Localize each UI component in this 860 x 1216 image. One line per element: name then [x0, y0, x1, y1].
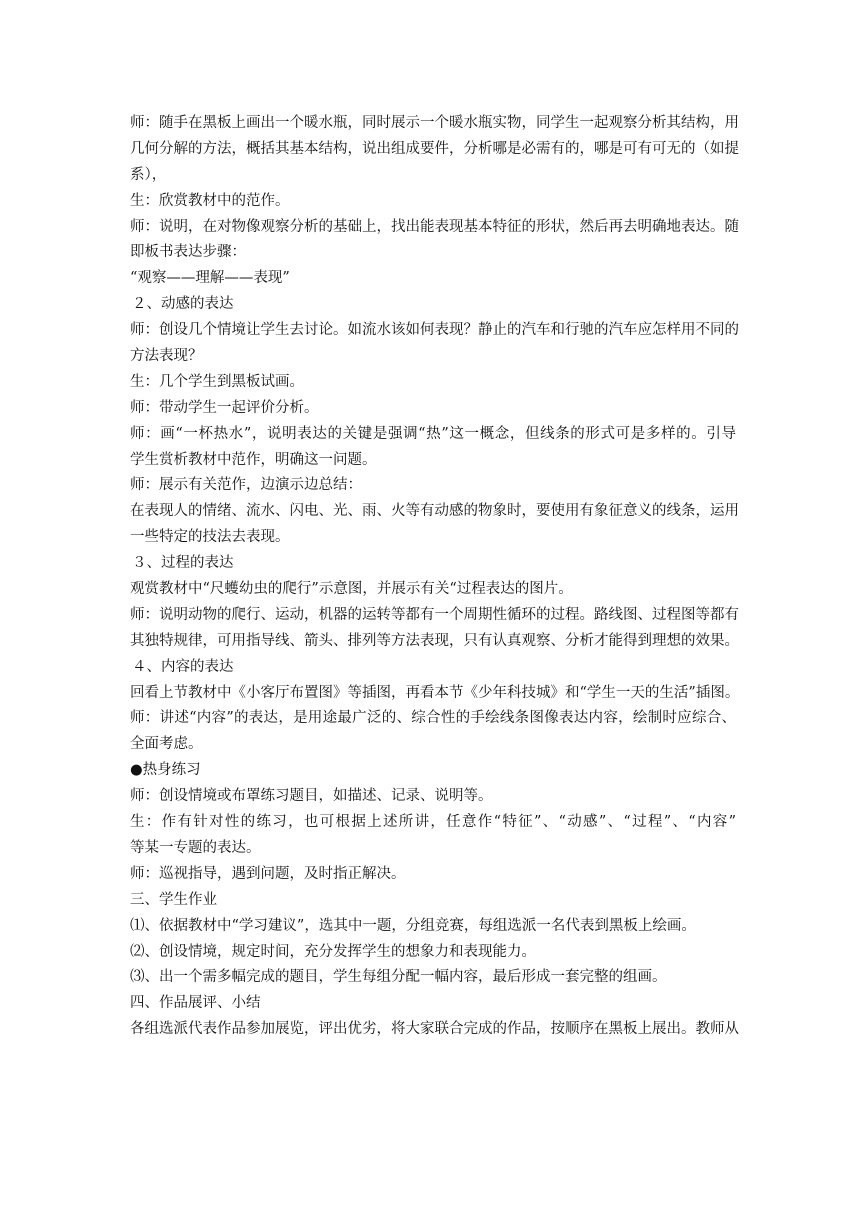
- text-line: 等某一专题的表达。: [130, 839, 261, 856]
- text-line: 即板书表达步骤：: [130, 244, 246, 261]
- text-line: 师：讲述“内容”的表达，是用途最广泛的、综合性的手绘线条图像表达内容，绘制时应综合、: [130, 710, 736, 727]
- text-line: 师：随手在黑板上画出一个暖水瓶，同时展示一个暖水瓶实物，同学生一起观察分析其结构，用: [130, 115, 739, 131]
- text-line: 生：几个学生到黑板试画。: [130, 373, 304, 390]
- text-line: 一些特定的技法去表现。: [130, 529, 290, 546]
- text-line: 师：创设情境或布罩练习题目，如描述、记录、说明等。: [130, 788, 493, 805]
- text-line: 回看上节教材中《小客厅布置图》等插图，再看本节《少年科技城》和“学生一天的生活”插图。: [130, 684, 740, 701]
- text-line: 师：巡视指导，遇到问题，及时指正解决。: [130, 865, 406, 882]
- text-line: 观赏教材中“尺蠖幼虫的爬行”示意图，并展示有关“过程表达的图片。: [130, 581, 573, 598]
- text-line: 其独特规律，可用指导线、箭头、排列等方法表现，只有认真观察、分析才能得到理想的效果。: [130, 632, 739, 649]
- text-line: 生：作有针对性的练习，也可根据上述所讲，任意作“特征”、“动感”、“过程”、“内容”: [130, 814, 736, 831]
- text-line: 方法表现？: [130, 348, 203, 365]
- section-heading: ４、内容的表达: [132, 658, 234, 675]
- section-heading: 四、作品展评、小结: [130, 995, 261, 1012]
- text-line: 师：说明动物的爬行、运动，机器的运转等都有一个周期性循环的过程。路线图、过程图等都有: [130, 606, 739, 623]
- text-line: 各组选派代表作品参加展览，评出优劣，将大家联合完成的作品，按顺序在黑板上展出。教师从: [130, 1021, 739, 1038]
- text-line: 几何分解的方法，概括其基本结构，说出组成要件，分析哪是必需有的，哪是可有可无的（如提: [130, 140, 739, 157]
- text-line: 全面考虑。: [130, 736, 203, 753]
- text-line: 学生赏析教材中范作，明确这一问题。: [130, 451, 377, 468]
- section-heading: ３、过程的表达: [132, 555, 234, 572]
- text-line: 师：说明，在对物像观察分析的基础上，找出能表现基本特征的形状，然后再去明确地表达。随: [130, 218, 739, 235]
- section-heading: 三、学生作业: [130, 891, 217, 908]
- text-line: 在表现人的情绪、流水、闪电、光、雨、火等有动感的物象时，要使用有象征意义的线条，运用: [130, 503, 739, 520]
- document-page: [130, 111, 740, 1043]
- list-item: ⑴、依据教材中“学习建议”，选其中一题，分组竞赛，每组选派一名代表到黑板上绘画。: [130, 917, 696, 934]
- section-heading: ●热身练习: [130, 762, 201, 779]
- text-line: “观察——理解——表现”: [130, 270, 290, 287]
- list-item: ⑶、出一个需多幅完成的题目，学生每组分配一幅内容，最后形成一套完整的组画。: [130, 969, 667, 986]
- text-line: 师：展示有关范作，边演示边总结：: [130, 477, 362, 494]
- text-line: 系），: [130, 166, 167, 183]
- section-heading: ２、动感的表达: [132, 296, 234, 313]
- list-item: ⑵、创设情境，规定时间，充分发挥学生的想象力和表现能力。: [130, 943, 536, 960]
- text-line: 师：创设几个情境让学生去讨论。如流水该如何表现？静止的汽车和行驰的汽车应怎样用不同的: [130, 322, 739, 339]
- text-line: 师：画“一杯热水”，说明表达的关键是强调“热”这一概念，但线条的形式可是多样的。引导: [130, 425, 736, 442]
- text-line: 生：欣赏教材中的范作。: [130, 192, 290, 209]
- text-line: 师：带动学生一起评价分析。: [130, 399, 319, 416]
